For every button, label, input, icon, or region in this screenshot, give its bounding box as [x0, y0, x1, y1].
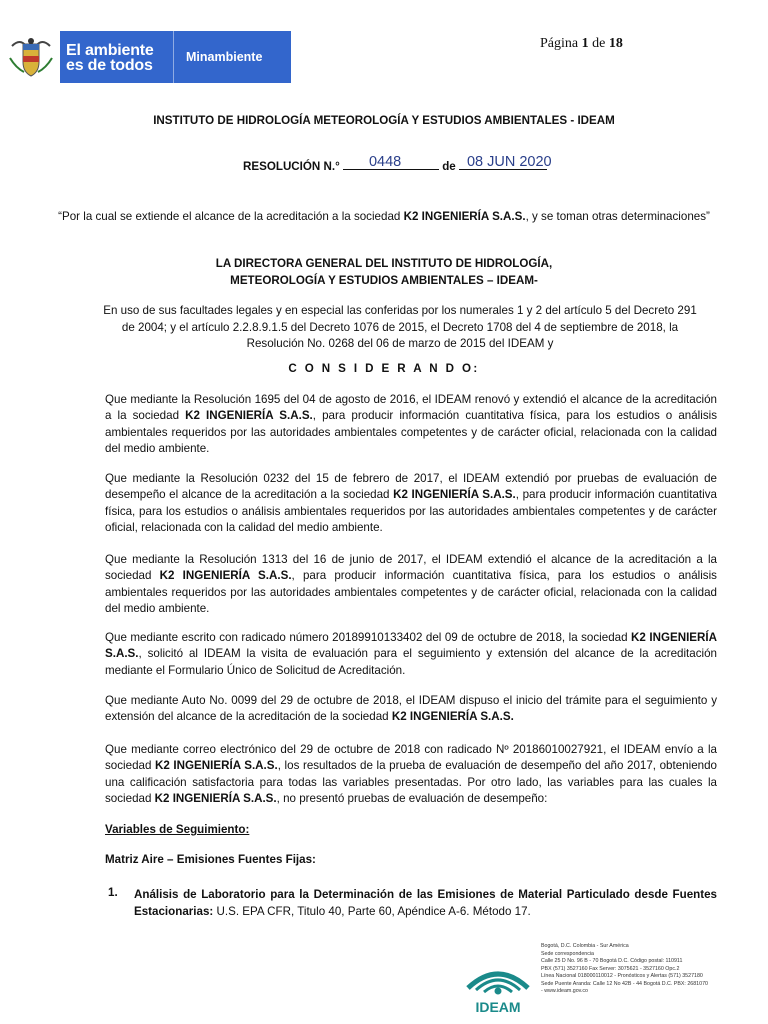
ministry-name: Minambiente [186, 50, 263, 64]
paragraph-5-text-a: Que mediante Auto No. 0099 del 29 de octubre de 2018, el IDEAM dispuso el inicio del trámite para el seguimiento y extensión del alcance de la acreditación de la sociedad [105, 694, 717, 724]
company-name: K2 INGENIERÍA S.A.S. [403, 210, 526, 223]
resolution-line [243, 154, 552, 173]
minambiente-banner [60, 31, 291, 83]
company-name: K2 INGENIERÍA S.A.S. [391, 710, 514, 724]
slogan-line-2: es de todos [66, 57, 153, 74]
institute-title: INSTITUTO DE HIDROLOGÍA METEOROLOGÍA Y ESTUDIOS AMBIENTALES - IDEAM [153, 114, 615, 127]
paragraph-4-text-a: Que mediante escrito con radicado número 20189910133402 del 09 de octubre de 2018, la sociedad [105, 631, 628, 644]
paragraph-4-text-b: , solicitó al IDEAM la visita de evaluación para el seguimiento y extensión del alcance de la acreditación mediante el Formulario Único de Solicitud de Acreditación. [105, 647, 717, 677]
director-line-1: LA DIRECTORA GENERAL DEL INSTITUTO DE HIDROLOGÍA, [215, 257, 553, 270]
list-item-text: U.S. EPA CFR, Titulo 40, Parte 60, Apéndice A-6. Método 17. [213, 905, 531, 918]
paragraph-5 [105, 693, 717, 726]
page-prefix: Página [540, 36, 579, 51]
list-item-number: 1. [108, 886, 118, 899]
footer-contact [541, 943, 761, 996]
banner-divider [173, 31, 174, 83]
page-total: 18 [608, 36, 623, 51]
paragraph-1-text-a: Que mediante la Resolución 1695 del 04 de agosto de 2016, el IDEAM renovó y extendió el alcance de la acreditación a la sociedad [105, 393, 717, 423]
paragraph-3-text-a: Que mediante la Resolución 1313 del 16 de junio de 2017, el IDEAM extendió el alcance de la acreditación a la sociedad [105, 553, 717, 583]
resolution-subject [40, 209, 728, 226]
paragraph-6-text-b: , los resultados de la prueba de evaluación de desempeño del año 2017, obteniendo una calificación satisfactoria para todas las variables presentadas. Por otro lado, las variables para las cuales la sociedad [105, 759, 717, 805]
company-name: K2 INGENIERÍA S.A.S. [155, 759, 278, 773]
director-line-2: METEOROLOGÍA Y ESTUDIOS AMBIENTALES – IDEAM- [230, 273, 538, 287]
footer-line: Sede Puente Aranda: Calle 12 No 42B - 44 Bogotá D.C. PBX: 2681070 [541, 980, 708, 987]
paragraph-6 [105, 742, 717, 807]
footer-line: PBX (571) 3527160 Fax Server: 3075621 - 3527160 Opc.2 [541, 965, 680, 972]
list-item-title: Análisis de Laboratorio para la Determinación de las Emisiones de Material Particulado desde Fuentes Estacionarias: [134, 888, 717, 918]
paragraph-2-text-b: , para producir información cuantitativa física, para los estudios o análisis ambientales requeridos por las autoridades ambientales competentes y de carácter oficial, relacionada con la calidad del medio ambiente. [105, 488, 717, 534]
paragraph-2 [105, 471, 717, 536]
footer-line: Bogotá, D.C. Colombia - Sur América [541, 943, 629, 949]
ideam-logo-text: IDEAM [475, 999, 521, 1015]
slogan [60, 31, 173, 83]
subject-text-1: “Por la cual se extiende el alcance de la acreditación a la sociedad [58, 210, 401, 223]
footer-line: Calle 25 D No. 96 B - 70 Bogotá D.C. Código postal: 110911 [541, 958, 683, 964]
variables-heading: Variables de Seguimiento: [105, 823, 250, 836]
footer-line: - www.ideam.gov.co [541, 988, 589, 994]
paragraph-1 [105, 392, 717, 457]
paragraph-3 [105, 552, 717, 617]
matrix-heading: Matriz Aire – Emisiones Fuentes Fijas: [105, 853, 316, 866]
paragraph-4 [105, 630, 717, 679]
list-item [134, 886, 717, 920]
resolution-number: 0448 [368, 154, 402, 170]
company-name: K2 INGENIERÍA S.A.S. [154, 791, 277, 805]
page-number [540, 36, 623, 52]
colombia-coat-of-arms-icon [8, 36, 54, 80]
resolution-date-blank [459, 154, 552, 170]
legal-powers-paragraph: En uso de sus facultades legales y en especial las conferidas por los numerales 1 y 2 del artículo 5 del Decreto 291 de 2004; y el artículo 2.2.8.9.1.5 del Decreto 1076 de 2015, el Decreto 1708 del 4 de septiembre de 2018, la Resolución No. 0268 del 06 de marzo de 2015 del IDEAM y [103, 304, 697, 350]
company-name: K2 INGENIERÍA S.A.S. [393, 488, 516, 502]
paragraph-3-text-b: , para producir información cuantitativa física, para los estudios o análisis ambientales requeridos por las autoridades ambientales competentes y de carácter oficial, relacionada con la calidad del medio ambiente. [105, 569, 717, 615]
date-label: de [442, 160, 456, 173]
resolution-label: RESOLUCIÓN N.° [243, 160, 340, 173]
footer-line: Sede correspondencia [541, 950, 595, 957]
page-of: de [592, 36, 606, 51]
paragraph-6-text-a: Que mediante correo electrónico del 29 de octubre de 2018 con radicado Nº 20186010027921, el IDEAM envío a la sociedad [105, 743, 717, 773]
page-current: 1 [581, 36, 589, 51]
paragraph-2-text-a: Que mediante la Resolución 0232 del 15 de febrero de 2017, el IDEAM extendió por pruebas de evaluación de desempeño el alcance de la acreditación a la sociedad [105, 472, 717, 502]
director-heading [40, 256, 728, 289]
paragraph-1-text-b: , para producir información cuantitativa física, para los estudios o análisis ambientales requeridos por las autoridades ambientales competentes y de carácter oficial, relacionada con la calidad del medio ambiente. [105, 409, 717, 455]
slogan-line-1: El ambiente [66, 42, 154, 59]
resolution-number-blank [343, 154, 439, 170]
considerando-heading: C O N S I D E R A N D O: [288, 362, 480, 375]
resolution-date: 08 JUN 2020 [466, 154, 552, 170]
subject-text-2: , y se toman otras determinaciones” [525, 210, 710, 223]
company-name: K2 INGENIERÍA S.A.S. [105, 631, 717, 661]
company-name: K2 INGENIERÍA S.A.S. [185, 409, 313, 423]
footer-line: Línea Nacional 018000110012 - Pronósticos y Alertas (571) 3527180 [541, 973, 703, 979]
ideam-logo-icon [458, 958, 538, 1016]
paragraph-6-text-c: , no presentó pruebas de evaluación de desempeño: [276, 791, 548, 805]
company-name: K2 INGENIERÍA S.A.S. [159, 569, 292, 583]
